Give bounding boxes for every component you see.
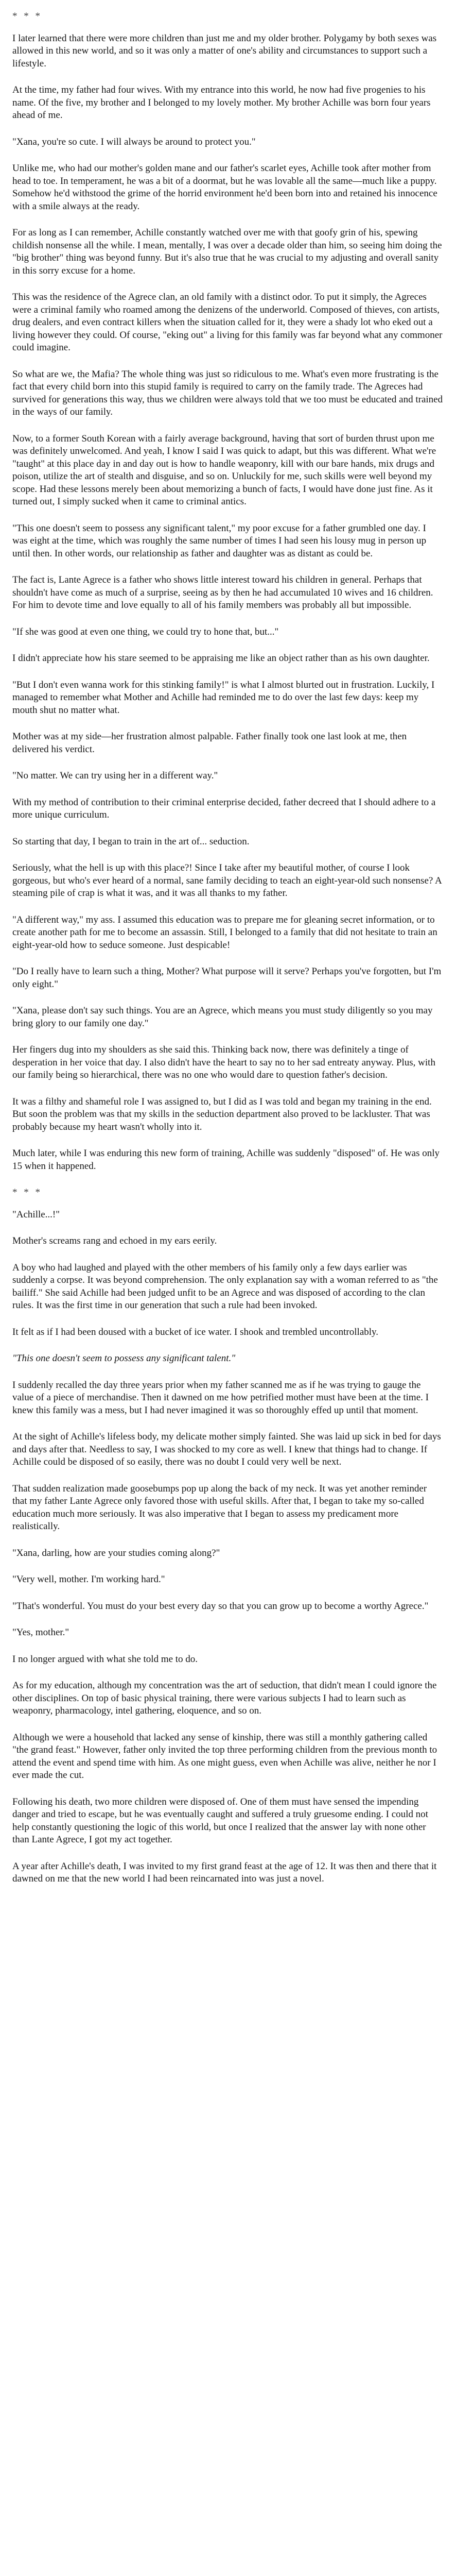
paragraph: I didn't appreciate how his stare seemed to be appraising me like an object rather than as his own daughter.	[12, 653, 430, 664]
paragraph: "Xana, you're so cute. I will always be around to protect you."	[12, 136, 256, 147]
paragraph: I no longer argued with what she told me to do.	[12, 1653, 198, 1665]
paragraph: At the sight of Achille's lifeless body, my delicate mother simply fainted. She was laid up sick in bed for days and days after that. Needless to say, I was shocked to my core as well. I knew that things had to change. If Achille could be disposed of so easily, there was no doubt I could very well be next.	[12, 1431, 441, 1467]
paragraph: "Xana, darling, how are your studies coming along?"	[12, 1547, 220, 1558]
paragraph: "A different way," my ass. I assumed this education was to prepare me for gleaning secret information, or to create another path for me to become an assassin. Still, I belonged to a family that did not hesitate to train an eight-year-old how to seduce someone. Just despicable!	[12, 914, 437, 951]
paragraph: This was the residence of the Agrece clan, an old family with a distinct odor. To put it simply, the Agreces were a criminal family who roamed among the denizens of the underworld. Composed of thieves, con artists, drug dealers, and even contract killers when the situation called for it, they were a shady lot who eked out a living however they could. Of course, "eking out" a living for this family was far beyond what any commoner could imagine.	[12, 292, 443, 353]
paragraph: For as long as I can remember, Achille constantly watched over me with that goofy grin of his, spewing childish nonsense all the while. I mean, mentally, I was over a decade older than him, so seeing him doing the "big brother" thing was beyond funny. But it's also true that he was crucial to my adjusting and overall sanity in this sorry excuse for a home.	[12, 227, 442, 276]
paragraph: "Do I really have to learn such a thing, Mother? What purpose will it serve? Perhaps you've forgotten, but I'm only eight."	[12, 966, 442, 990]
paragraph: I suddenly recalled the day three years prior when my father scanned me as if he was trying to gauge the value of a piece of merchandise. Then it dawned on me how petrified mother must have been at the time. I knew this family was a mess, but I had never imagined it was so thoroughly effed up until that moment.	[12, 1379, 429, 1416]
paragraph: It was a filthy and shameful role I was assigned to, but I did as I was told and began my training in the end. But soon the problem was that my skills in the seduction department also proved to be lackluster. That was probably because my heart wasn't wholly into it.	[12, 1096, 432, 1132]
paragraph: "Very well, mother. I'm working hard."	[12, 1574, 165, 1585]
section-separator: * * *	[12, 11, 42, 22]
paragraph: A boy who had laughed and played with the other members of his family only a few days earlier was suddenly a corpse. It was beyond comprehension. The only explanation say with a woman referred to as "the bailiff." She said Achille had been judged unfit to be an Agrece and was disposed of according to the clan rules. It was the first time in our generation that such a rule had been invoked.	[12, 1262, 438, 1311]
paragraph: Much later, while I was enduring this new form of training, Achille was suddenly "disposed" of. He was only 15 when it happened.	[12, 1148, 440, 1172]
paragraph: Seriously, what the hell is up with this place?! Since I take after my beautiful mother, of course I look gorgeous, but who's ever heard of a normal, sane family deciding to teach an eight-year-old such nonsense? A steaming pile of crap is what it was, and it was all thanks to my father.	[12, 862, 442, 899]
paragraph: So what are we, the Mafia? The whole thing was just so ridiculous to me. What's even more frustrating is the fact that every child born into this stupid family is required to carry on the family trade. The Agreces had survived for generations this way, thus we children were always told that we too must be educated and trained in the ways of our family.	[12, 368, 443, 417]
paragraph: Although we were a household that lacked any sense of kinship, there was still a monthly gathering called "the grand feast." However, father only invited the top three performing children from the previous month to attend the event and spend time with him. As one might guess, even when Achille was alive, neither he nor I ever made the cut.	[12, 1732, 437, 1781]
paragraph: Following his death, two more children were disposed of. One of them must have sensed the impending danger and tried to escape, but he was eventually caught and suffered a truly gruesome ending. I could not help constantly questioning the logic of this world, but once I realized that the answer lay with none other than Lante Agrece, I got my act together.	[12, 1796, 428, 1845]
paragraph: Mother was at my side—her frustration almost palpable. Father finally took one last look at me, then delivered his verdict.	[12, 731, 407, 755]
chapter-text	[12, 10, 444, 1886]
paragraph: "But I don't even wanna work for this stinking family!" is what I almost blurted out in frustration. Luckily, I managed to remember what Mother and Achille had reminded me to do over the last few days: keep my mouth shut no matter what.	[12, 679, 435, 716]
paragraph: The fact is, Lante Agrece is a father who shows little interest toward his children in general. Perhaps that shouldn't have come as much of a surprise, seeing as by then he had accumulated 10 wives and 16 children. For him to devote time and love equally to all of his family members was probably all but impossible.	[12, 574, 433, 611]
paragraph: "That's wonderful. You must do your best every day so that you can grow up to become a worthy Agrece."	[12, 1600, 429, 1612]
paragraph: Mother's screams rang and echoed in my ears eerily.	[12, 1235, 217, 1246]
paragraph: At the time, my father had four wives. With my entrance into this world, he now had five progenies to his name. Of the five, my brother and I belonged to my lovely mother. My brother Achille was born four years ahead of me.	[12, 84, 431, 121]
paragraph: "Xana, please don't say such things. You are an Agrece, which means you must study diligently so you may bring glory to our family one day."	[12, 1005, 433, 1029]
paragraph: "This one doesn't seem to possess any significant talent."	[12, 1353, 236, 1364]
paragraph: "No matter. We can try using her in a different way."	[12, 770, 218, 781]
paragraph: As for my education, although my concentration was the art of seduction, that didn't mean I could ignore the other disciplines. On top of basic physical training, there were various subjects I had to learn such as weaponry, pharmacology, intel gathering, eloquence, and so on.	[12, 1680, 437, 1716]
paragraph: So starting that day, I began to train in the art of... seduction.	[12, 836, 250, 847]
paragraph: I later learned that there were more children than just me and my older brother. Polygamy by both sexes was allowed in this new world, and so it was only a matter of one's ability and circumstances to support such a lifestyle.	[12, 32, 437, 69]
paragraph: A year after Achille's death, I was invited to my first grand feast at the age of 12. It was then and there that it dawned on me that the new world I had been reincarnated into was just a novel.	[12, 1860, 437, 1884]
paragraph: Her fingers dug into my shoulders as she said this. Thinking back now, there was definitely a tinge of desperation in her voice that day. I also didn't have the heart to say no to her sad entreaty anyway. Plus, with our family being so hierarchical, there was no one who would dare to question father's decision.	[12, 1044, 435, 1080]
paragraph: Unlike me, who had our mother's golden mane and our father's scarlet eyes, Achille took after mother from head to toe. In temperament, he was a bit of a doormat, but he was lovable all the same—much like a puppy. Somehow he'd withstood the grime of the horrid environment he'd been born into and retained his innocence with a smile always at the ready.	[12, 163, 437, 212]
paragraph: "Achille...!"	[12, 1209, 60, 1220]
paragraph: With my method of contribution to their criminal enterprise decided, father decreed that I should adhere to a more unique curriculum.	[12, 796, 436, 820]
paragraph: "This one doesn't seem to possess any significant talent," my poor excuse for a father grumbled one day. I was eight at the time, which was roughly the same number of times I had seen his lousy mug in person up until then. In other words, our relationship as father and daughter was as distant as could be.	[12, 522, 427, 559]
paragraph: It felt as if I had been doused with a bucket of ice water. I shook and trembled uncontrollably.	[12, 1326, 379, 1337]
paragraph: That sudden realization made goosebumps pop up along the back of my neck. It was yet another reminder that my father Lante Agrece only favored those with useful skills. After that, I began to take my so-called education much more seriously. It was also imperative that I began to assess my predicament more realistically.	[12, 1483, 427, 1532]
paragraph: "Yes, mother."	[12, 1627, 69, 1638]
paragraph: Now, to a former South Korean with a fairly average background, having that sort of burden thrust upon me was definitely unwelcomed. And yeah, I know I said I was quick to adapt, but this was different. What we're "taught" at this place day in and day out is how to handle weaponry, kill with our bare hands, mix drugs and poison, utilize the art of stealth and disguise, and so on. Unluckily for me, such skills were well beyond my scope. Had these lessons merely been about memorizing a bunch of facts, I would have done just fine. As it turned out, I simply sucked when it came to criminal antics.	[12, 433, 436, 507]
section-separator: * * *	[12, 1187, 42, 1198]
paragraph: "If she was good at even one thing, we could try to hone that, but..."	[12, 626, 279, 637]
